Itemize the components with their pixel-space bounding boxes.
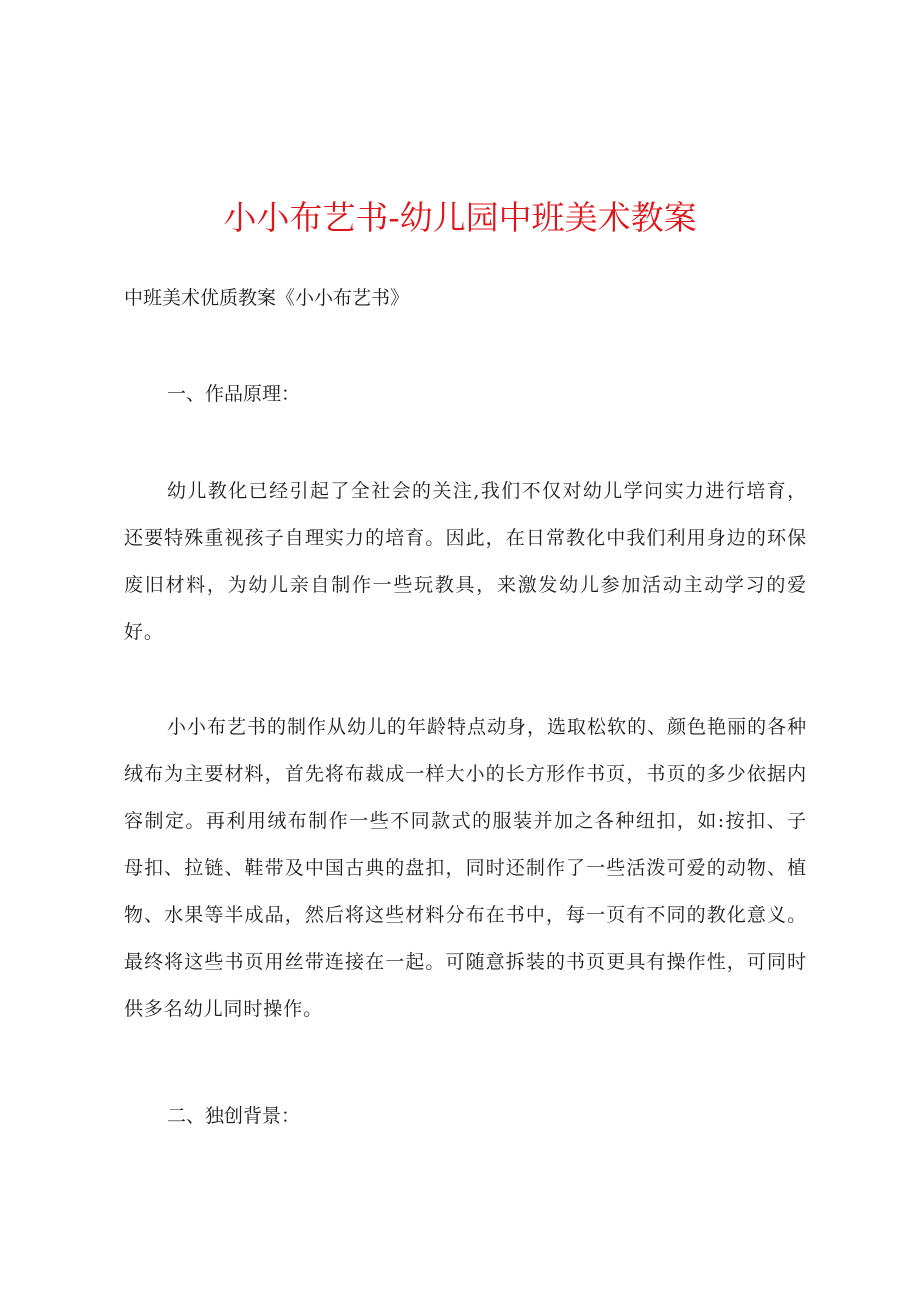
paragraph-principle-1: 幼儿教化已经引起了全社会的关注,我们不仅对幼儿学问实力进行培育，还要特殊重视孩子自理实力的培育。因此，在日常教化中我们利用身边的环保废旧材料，为幼儿亲自制作一些玩教具，来激发幼儿参加活动主动学习的爱好。: [124, 480, 807, 643]
section-heading-background: 二、独创背景：: [167, 1105, 301, 1127]
paragraph-principle-2: 小小布艺书的制作从幼儿的年龄特点动身，选取松软的、颜色艳丽的各种绒布为主要材料，首先将布裁成一样大小的长方形作书页，书页的多少依据内容制定。再利用绒布制作一些不同款式的服装并加之各种纽扣，如:按扣、子母扣、拉链、鞋带及中国古典的盘扣，同时还制作了一些活泼可爱的动物、植物、水果等半成品，然后将这些材料分布在书中，每一页有不同的教化意义。最终将这些书页用丝带连接在一起。可随意拆装的书页更具有操作性，可同时供多名幼儿同时操作。: [124, 716, 807, 1020]
document-title: 小小布艺书-幼儿园中班美术教案: [223, 198, 697, 237]
section-heading-principle: 一、作品原理：: [167, 383, 301, 405]
document-subtitle: 中班美术优质教案《小小布艺书》: [124, 287, 410, 309]
